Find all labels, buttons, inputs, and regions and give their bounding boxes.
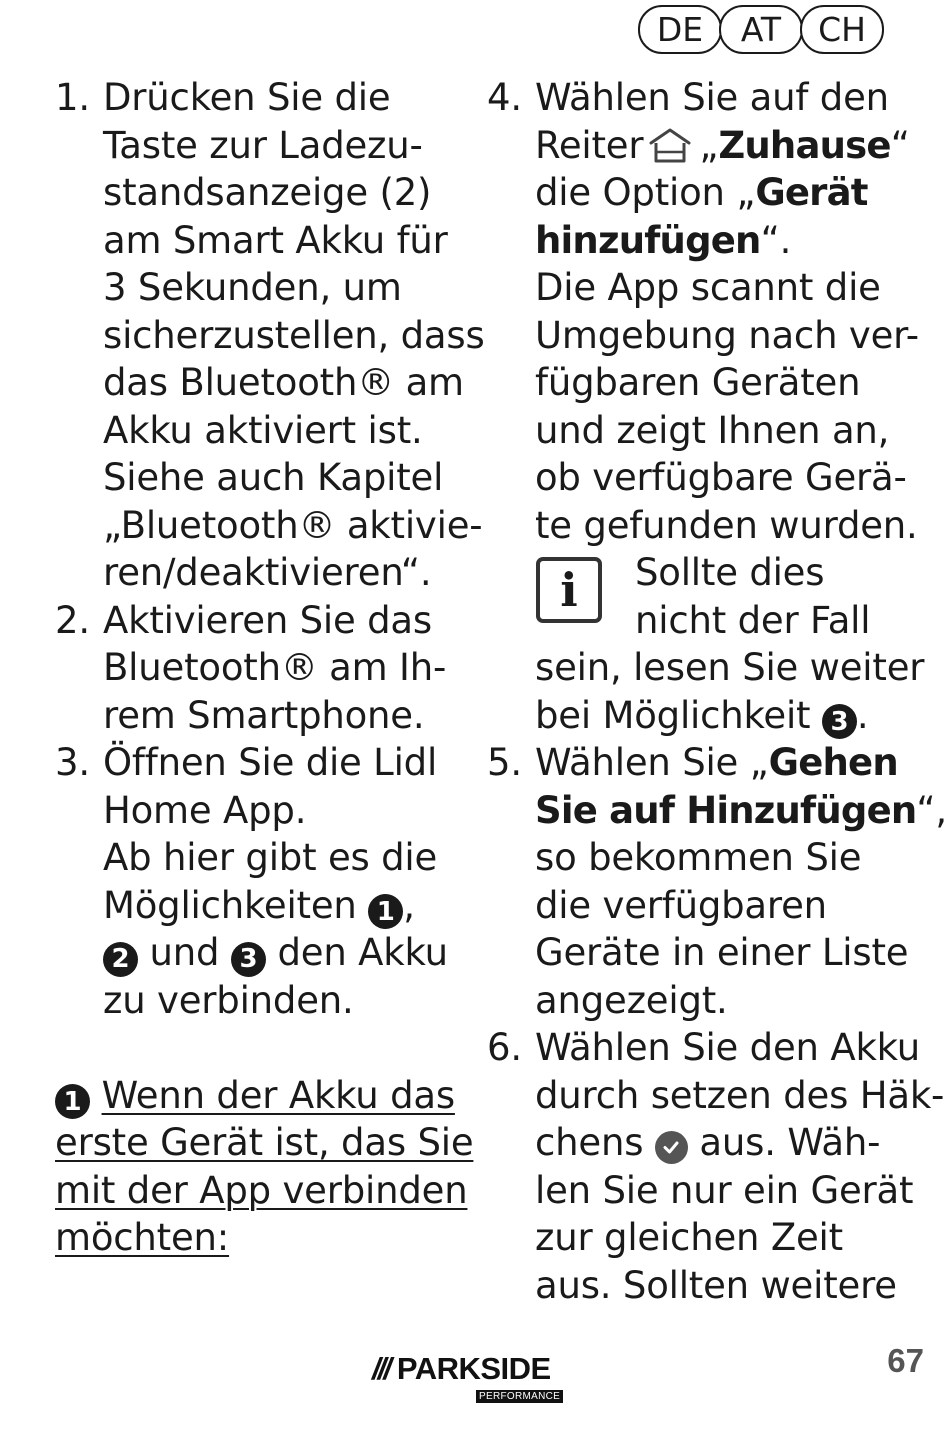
step-text: len Sie nur ein Gerät [535,1168,914,1212]
country-badge-at: AT [719,5,803,54]
step-number: 1. [55,76,90,119]
step-text: aus. Wäh- [699,1121,881,1164]
step-text: Aktivieren Sie das [103,598,432,642]
parkside-logo [372,1352,587,1407]
step-text: Home App. [103,788,307,832]
step-text: sicherzustellen, dass [103,313,485,357]
step-text: Siehe auch Kapitel [103,456,444,499]
section-heading: erste Gerät ist, das Sie [55,1121,474,1164]
option-3-icon: 3 [822,704,857,739]
section-heading: möchten: [55,1216,230,1259]
step-text: Bluetooth® am Ih- [103,646,447,689]
step-text: Wählen Sie den Akku [535,1026,921,1069]
step-1 [55,74,485,597]
step-text: fügbaren Geräten [535,361,861,404]
step-text-bold: Gerät [755,171,868,214]
step-text: “. [760,218,792,262]
step-text: die Option „ [535,171,756,214]
option-3-icon: 3 [231,942,266,977]
step-text: zur gleichen Zeit [535,1216,843,1259]
step-text: die verfügbaren [535,883,827,927]
note-text: Sollte dies [635,551,825,594]
step-number: 4. [487,76,522,119]
left-column [55,74,485,1262]
step-text: “ [890,123,910,167]
step-text: Ab hier gibt es die [103,836,438,879]
step-number: 3. [55,741,90,784]
step-number: 2. [55,598,90,642]
step-text: , [403,883,415,927]
step-text: so bekommen Sie [535,836,862,879]
step-text: chens [535,1121,644,1164]
step-text: am Smart Akku für [103,218,448,262]
step-text: aus. Sollten weitere [535,1263,897,1307]
step-text: „ [699,123,719,167]
option-1-icon: 1 [368,894,403,929]
step-text: ob verfügbare Gerä- [535,456,907,499]
step-3 [55,739,465,1024]
step-4 [487,74,925,739]
step-2 [55,597,465,740]
step-text: Geräte in einer Liste [535,931,909,974]
step-text: ren/deaktivieren“. [103,551,432,594]
step-text: Akku aktiviert ist. [103,408,423,452]
step-text: Wählen Sie „ [535,741,769,784]
option-2-icon: 2 [103,942,138,977]
step-5 [487,739,947,1024]
step-text: den Akku [265,931,448,974]
step-text: Wählen Sie auf den [535,76,889,119]
step-text: “, [916,788,947,832]
option-1-icon: 1 [55,1084,90,1119]
step-text-bold: Zuhause [718,123,891,167]
step-text-bold: Sie auf Hinzufügen [535,788,917,832]
step-text: rem Smartphone. [103,693,425,737]
step-text: standsanzeige (2) [103,171,432,214]
logo-subtitle: PERFORMANCE [476,1390,563,1403]
info-icon: i [536,557,602,623]
step-text: Reiter [535,123,644,167]
step-text: angezeigt. [535,978,728,1022]
step-text: und [138,931,231,974]
note-text: . [856,693,869,737]
info-note [487,549,925,739]
step-text: „Bluetooth® aktivie- [103,503,483,547]
country-badge-ch: CH [800,5,884,54]
step-number: 5. [487,741,522,784]
note-text: nicht der Fall [635,598,871,642]
logo-brand: PARKSIDE [396,1351,551,1386]
step-text: das Bluetooth® am [103,361,464,404]
right-column [487,74,947,1309]
step-text: durch setzen des Häk- [535,1073,945,1117]
step-text-bold: hinzufügen [535,218,761,262]
step-text: und zeigt Ihnen an, [535,408,890,452]
step-number: 6. [487,1026,522,1069]
page-number: 67 [887,1342,924,1379]
step-text: te gefunden wurden. [535,503,918,547]
step-text: Öffnen Sie die Lidl [103,741,438,784]
checkmark-icon [655,1131,688,1164]
note-text: sein, lesen Sie weiter [535,646,925,689]
country-badges [641,5,884,54]
step-text-bold: Gehen [768,741,898,784]
step-6 [487,1024,945,1309]
country-badge-de: DE [638,5,722,54]
step-text: zu verbinden. [103,978,354,1022]
logo-stripes: /// [372,1351,389,1386]
section-heading: mit der App verbinden [55,1168,468,1212]
step-text: Möglichkeiten [103,883,357,927]
step-text: Taste zur Ladezu- [103,123,423,167]
step-text: 3 Sekunden, um [103,266,402,309]
note-text: bei Möglichkeit [535,693,811,737]
option-1-section [55,1072,474,1262]
step-text: Drücken Sie die [103,76,391,119]
section-heading: Wenn der Akku das [101,1073,455,1117]
step-text: Die App scannt die [535,266,881,309]
step-text: Umgebung nach ver- [535,313,919,357]
